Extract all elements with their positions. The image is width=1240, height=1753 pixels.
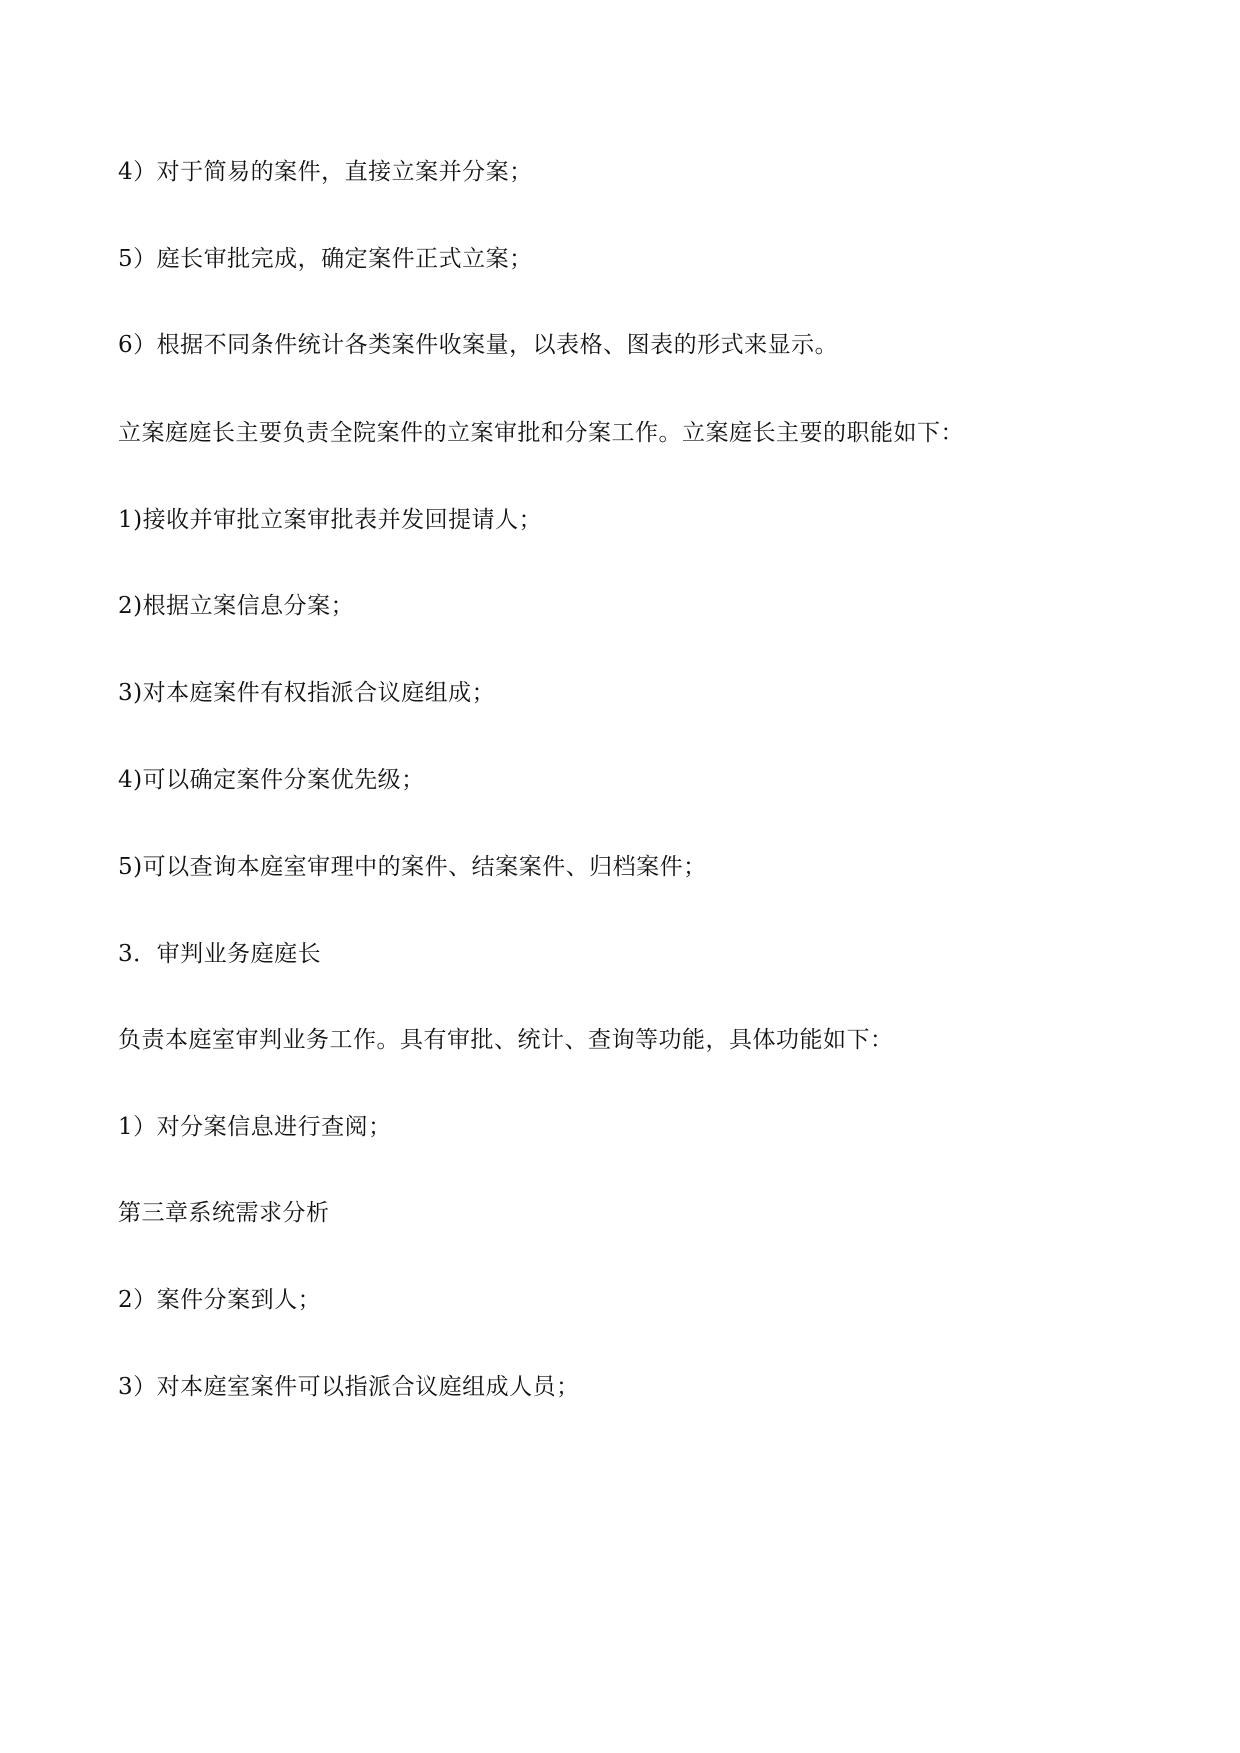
list-item-query-cases: 5)可以查询本庭室审理中的案件、结案案件、归档案件； xyxy=(118,854,707,880)
section-heading-trial-chief: 3．审判业务庭庭长 xyxy=(118,941,322,967)
paragraph-filing-chief-intro: 立案庭庭长主要负责全院案件的立案审批和分案工作。立案庭长主要的职能如下： xyxy=(118,420,964,446)
list-item-priority: 4)可以确定案件分案优先级； xyxy=(118,767,425,793)
chapter-heading: 第三章系统需求分析 xyxy=(118,1200,330,1226)
list-item-simple-case: 4）对于简易的案件，直接立案并分案； xyxy=(118,159,533,185)
list-item-assign-to-person: 2）案件分案到人； xyxy=(118,1287,322,1313)
list-item-review-assignment: 1）对分案信息进行查阅； xyxy=(118,1114,392,1140)
list-item-receive-approval: 1)接收并审批立案审批表并发回提请人； xyxy=(118,507,543,533)
list-item-approval-complete: 5）庭长审批完成，确定案件正式立案； xyxy=(118,246,533,272)
paragraph-trial-chief-intro: 负责本庭室审判业务工作。具有审批、统计、查询等功能，具体功能如下： xyxy=(118,1027,894,1053)
list-item-assign-by-info: 2)根据立案信息分案； xyxy=(118,593,355,619)
list-item-statistics: 6）根据不同条件统计各类案件收案量，以表格、图表的形式来显示。 xyxy=(118,332,839,358)
list-item-assign-panel: 3)对本庭案件有权指派合议庭组成； xyxy=(118,680,496,706)
list-item-assign-panel-members: 3）对本庭室案件可以指派合议庭组成人员； xyxy=(118,1374,580,1400)
